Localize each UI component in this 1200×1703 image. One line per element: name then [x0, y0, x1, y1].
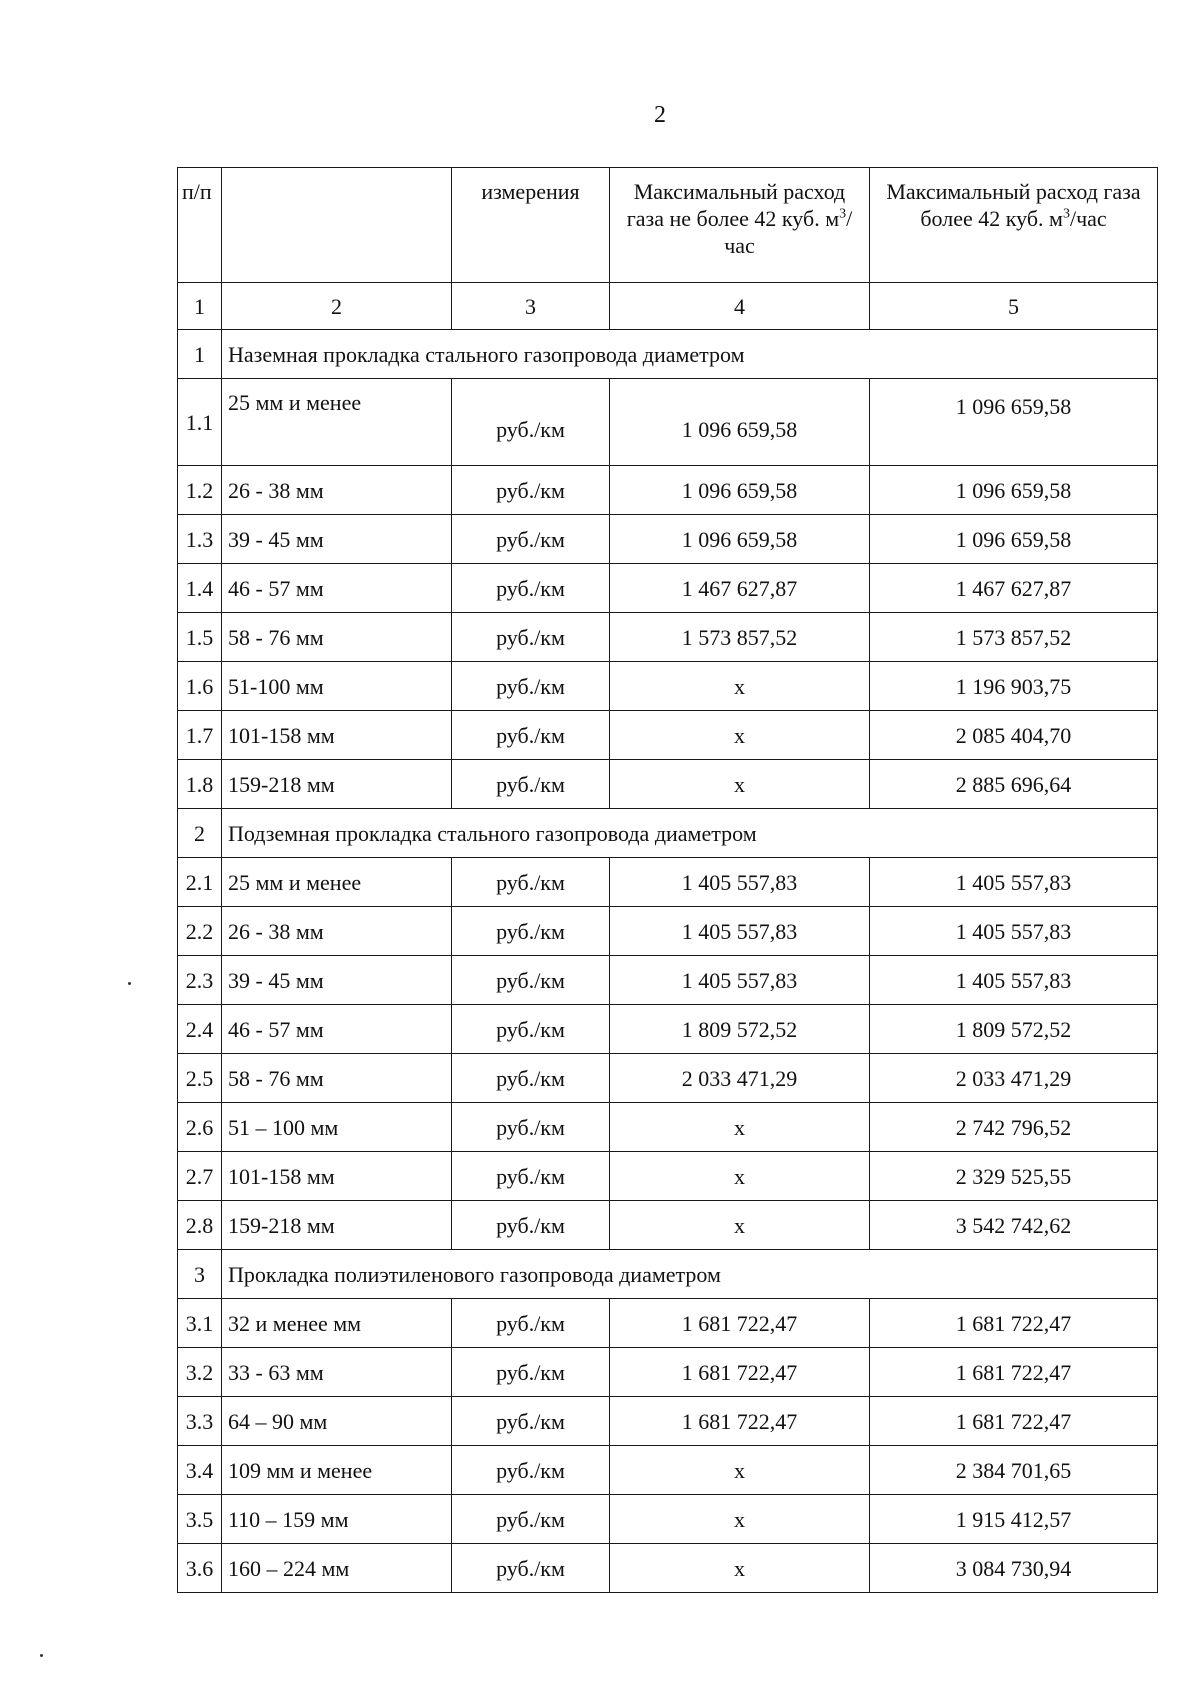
- header-max-flow-le-42-tail: /час: [724, 206, 853, 258]
- row-diameter: 46 - 57 мм: [222, 1005, 452, 1054]
- table-row: [178, 907, 1158, 956]
- row-diameter: 58 - 76 мм: [222, 1054, 452, 1103]
- section-row: [178, 809, 1158, 858]
- row-unit: руб./км: [452, 1544, 610, 1593]
- row-diameter: 159-218 мм: [222, 1201, 452, 1250]
- row-number: 2.8: [178, 1201, 222, 1250]
- table-row: [178, 515, 1158, 564]
- header-max-flow-gt-42-sup: 3: [1062, 206, 1070, 222]
- row-number: 1.3: [178, 515, 222, 564]
- row-number: 3.5: [178, 1495, 222, 1544]
- table-row: [178, 858, 1158, 907]
- row-unit: руб./км: [452, 662, 610, 711]
- header-max-flow-gt-42-text: Максимальный расход газа более 42 куб. м: [886, 179, 1141, 231]
- table-row: [178, 613, 1158, 662]
- row-diameter: 64 – 90 мм: [222, 1397, 452, 1446]
- row-value-le-42: 1 096 659,58: [610, 379, 870, 466]
- row-diameter: 26 - 38 мм: [222, 907, 452, 956]
- header-max-flow-le-42-text: Максимальный расход газа не более 42 куб. м: [626, 179, 846, 231]
- section-row: [178, 1250, 1158, 1299]
- row-number: 2.2: [178, 907, 222, 956]
- table-header-row: [178, 168, 1158, 283]
- row-number: 1.6: [178, 662, 222, 711]
- row-number: 3.2: [178, 1348, 222, 1397]
- tariff-table: [177, 167, 1158, 1593]
- row-value-gt-42: 2 742 796,52: [870, 1103, 1158, 1152]
- scan-speck: [128, 982, 131, 985]
- column-number: 2: [222, 283, 452, 330]
- table-row: [178, 1054, 1158, 1103]
- row-value-gt-42: 1 809 572,52: [870, 1005, 1158, 1054]
- header-name: [222, 168, 452, 283]
- row-value-gt-42: 1 405 557,83: [870, 956, 1158, 1005]
- row-unit: руб./км: [452, 1299, 610, 1348]
- row-value-gt-42: 1 915 412,57: [870, 1495, 1158, 1544]
- row-unit: руб./км: [452, 1201, 610, 1250]
- row-unit: руб./км: [452, 1397, 610, 1446]
- row-diameter: 26 - 38 мм: [222, 466, 452, 515]
- section-row: [178, 330, 1158, 379]
- row-value-le-42: 1 681 722,47: [610, 1348, 870, 1397]
- table-row: [178, 711, 1158, 760]
- row-number: 3.1: [178, 1299, 222, 1348]
- table-row: [178, 662, 1158, 711]
- header-max-flow-le-42-sup: 3: [839, 206, 847, 222]
- row-unit: руб./км: [452, 515, 610, 564]
- row-value-le-42: х: [610, 760, 870, 809]
- row-number: 2.3: [178, 956, 222, 1005]
- row-diameter: 160 – 224 мм: [222, 1544, 452, 1593]
- header-max-flow-le-42: [610, 168, 870, 283]
- header-max-flow-gt-42-tail: /час: [1069, 206, 1107, 231]
- row-value-le-42: х: [610, 1152, 870, 1201]
- row-value-le-42: х: [610, 662, 870, 711]
- row-value-gt-42: 2 885 696,64: [870, 760, 1158, 809]
- section-title: Наземная прокладка стального газопровода диаметром: [222, 330, 1158, 379]
- row-value-le-42: 1 096 659,58: [610, 515, 870, 564]
- row-unit: руб./км: [452, 1446, 610, 1495]
- table-row: [178, 1544, 1158, 1593]
- column-number: 1: [178, 283, 222, 330]
- scan-speck: [40, 1654, 43, 1657]
- row-unit: руб./км: [452, 1495, 610, 1544]
- row-value-gt-42: 2 329 525,55: [870, 1152, 1158, 1201]
- row-unit: руб./км: [452, 564, 610, 613]
- row-value-gt-42: 1 681 722,47: [870, 1397, 1158, 1446]
- column-numbers-row: [178, 283, 1158, 330]
- column-number: 3: [452, 283, 610, 330]
- row-value-gt-42: 2 085 404,70: [870, 711, 1158, 760]
- row-diameter: 25 мм и менее: [222, 858, 452, 907]
- row-number: 3.4: [178, 1446, 222, 1495]
- row-number: 3.3: [178, 1397, 222, 1446]
- row-value-le-42: 1 573 857,52: [610, 613, 870, 662]
- row-number: 1.2: [178, 466, 222, 515]
- table-row: [178, 1201, 1158, 1250]
- row-value-le-42: х: [610, 711, 870, 760]
- row-unit: руб./км: [452, 379, 610, 466]
- row-unit: руб./км: [452, 466, 610, 515]
- column-number: 5: [870, 283, 1158, 330]
- row-value-gt-42: 1 573 857,52: [870, 613, 1158, 662]
- table-row: [178, 1299, 1158, 1348]
- row-value-le-42: х: [610, 1495, 870, 1544]
- row-value-le-42: х: [610, 1446, 870, 1495]
- row-value-le-42: 1 405 557,83: [610, 956, 870, 1005]
- row-value-gt-42: 1 096 659,58: [870, 379, 1158, 466]
- row-diameter: 109 мм и менее: [222, 1446, 452, 1495]
- row-diameter: 58 - 76 мм: [222, 613, 452, 662]
- row-unit: руб./км: [452, 858, 610, 907]
- table-row: [178, 379, 1158, 466]
- row-number: 3.6: [178, 1544, 222, 1593]
- row-number: 1.1: [178, 379, 222, 466]
- section-title: Подземная прокладка стального газопровода диаметром: [222, 809, 1158, 858]
- row-unit: руб./км: [452, 907, 610, 956]
- row-value-le-42: х: [610, 1544, 870, 1593]
- row-number: 1.5: [178, 613, 222, 662]
- table-row: [178, 1495, 1158, 1544]
- row-diameter: 101-158 мм: [222, 1152, 452, 1201]
- row-unit: руб./км: [452, 760, 610, 809]
- tariff-table-body: [178, 168, 1158, 1593]
- row-unit: руб./км: [452, 1005, 610, 1054]
- row-value-gt-42: 3 542 742,62: [870, 1201, 1158, 1250]
- row-value-le-42: 1 467 627,87: [610, 564, 870, 613]
- row-unit: руб./км: [452, 613, 610, 662]
- row-value-gt-42: 3 084 730,94: [870, 1544, 1158, 1593]
- row-number: 2.6: [178, 1103, 222, 1152]
- column-number: 4: [610, 283, 870, 330]
- row-diameter: 25 мм и менее: [222, 379, 452, 466]
- table-row: [178, 1152, 1158, 1201]
- row-value-gt-42: 1 096 659,58: [870, 466, 1158, 515]
- header-unit: измерения: [452, 168, 610, 283]
- header-number: п/п: [178, 168, 222, 283]
- section-title: Прокладка полиэтиленового газопровода диаметром: [222, 1250, 1158, 1299]
- table-row: [178, 1005, 1158, 1054]
- row-diameter: 32 и менее мм: [222, 1299, 452, 1348]
- row-diameter: 159-218 мм: [222, 760, 452, 809]
- section-number: 3: [178, 1250, 222, 1299]
- row-diameter: 46 - 57 мм: [222, 564, 452, 613]
- row-unit: руб./км: [452, 711, 610, 760]
- row-unit: руб./км: [452, 1054, 610, 1103]
- row-value-gt-42: 1 405 557,83: [870, 858, 1158, 907]
- row-number: 1.7: [178, 711, 222, 760]
- row-value-gt-42: 1 405 557,83: [870, 907, 1158, 956]
- row-number: 1.4: [178, 564, 222, 613]
- row-number: 1.8: [178, 760, 222, 809]
- row-value-le-42: 1 096 659,58: [610, 466, 870, 515]
- row-value-gt-42: 1 196 903,75: [870, 662, 1158, 711]
- row-diameter: 51 – 100 мм: [222, 1103, 452, 1152]
- row-value-le-42: 1 405 557,83: [610, 907, 870, 956]
- row-value-gt-42: 2 384 701,65: [870, 1446, 1158, 1495]
- section-number: 1: [178, 330, 222, 379]
- row-diameter: 33 - 63 мм: [222, 1348, 452, 1397]
- row-diameter: 39 - 45 мм: [222, 515, 452, 564]
- row-diameter: 101-158 мм: [222, 711, 452, 760]
- row-number: 2.5: [178, 1054, 222, 1103]
- table-row: [178, 956, 1158, 1005]
- row-value-gt-42: 1 467 627,87: [870, 564, 1158, 613]
- row-unit: руб./км: [452, 1348, 610, 1397]
- row-diameter: 51-100 мм: [222, 662, 452, 711]
- row-value-le-42: 1 681 722,47: [610, 1397, 870, 1446]
- section-number: 2: [178, 809, 222, 858]
- header-max-flow-gt-42: [870, 168, 1158, 283]
- row-value-le-42: 2 033 471,29: [610, 1054, 870, 1103]
- row-number: 2.7: [178, 1152, 222, 1201]
- row-value-gt-42: 1 096 659,58: [870, 515, 1158, 564]
- row-value-le-42: 1 405 557,83: [610, 858, 870, 907]
- row-value-le-42: 1 809 572,52: [610, 1005, 870, 1054]
- table-row: [178, 1103, 1158, 1152]
- row-unit: руб./км: [452, 1152, 610, 1201]
- row-number: 2.4: [178, 1005, 222, 1054]
- row-value-le-42: х: [610, 1103, 870, 1152]
- table-row: [178, 466, 1158, 515]
- row-value-gt-42: 2 033 471,29: [870, 1054, 1158, 1103]
- row-number: 2.1: [178, 858, 222, 907]
- row-value-le-42: 1 681 722,47: [610, 1299, 870, 1348]
- page-number: 2: [654, 102, 666, 128]
- row-value-le-42: х: [610, 1201, 870, 1250]
- row-unit: руб./км: [452, 1103, 610, 1152]
- row-diameter: 39 - 45 мм: [222, 956, 452, 1005]
- row-value-gt-42: 1 681 722,47: [870, 1299, 1158, 1348]
- table-row: [178, 564, 1158, 613]
- row-value-gt-42: 1 681 722,47: [870, 1348, 1158, 1397]
- table-row: [178, 1397, 1158, 1446]
- row-diameter: 110 – 159 мм: [222, 1495, 452, 1544]
- table-row: [178, 1446, 1158, 1495]
- table-row: [178, 1348, 1158, 1397]
- row-unit: руб./км: [452, 956, 610, 1005]
- table-row: [178, 760, 1158, 809]
